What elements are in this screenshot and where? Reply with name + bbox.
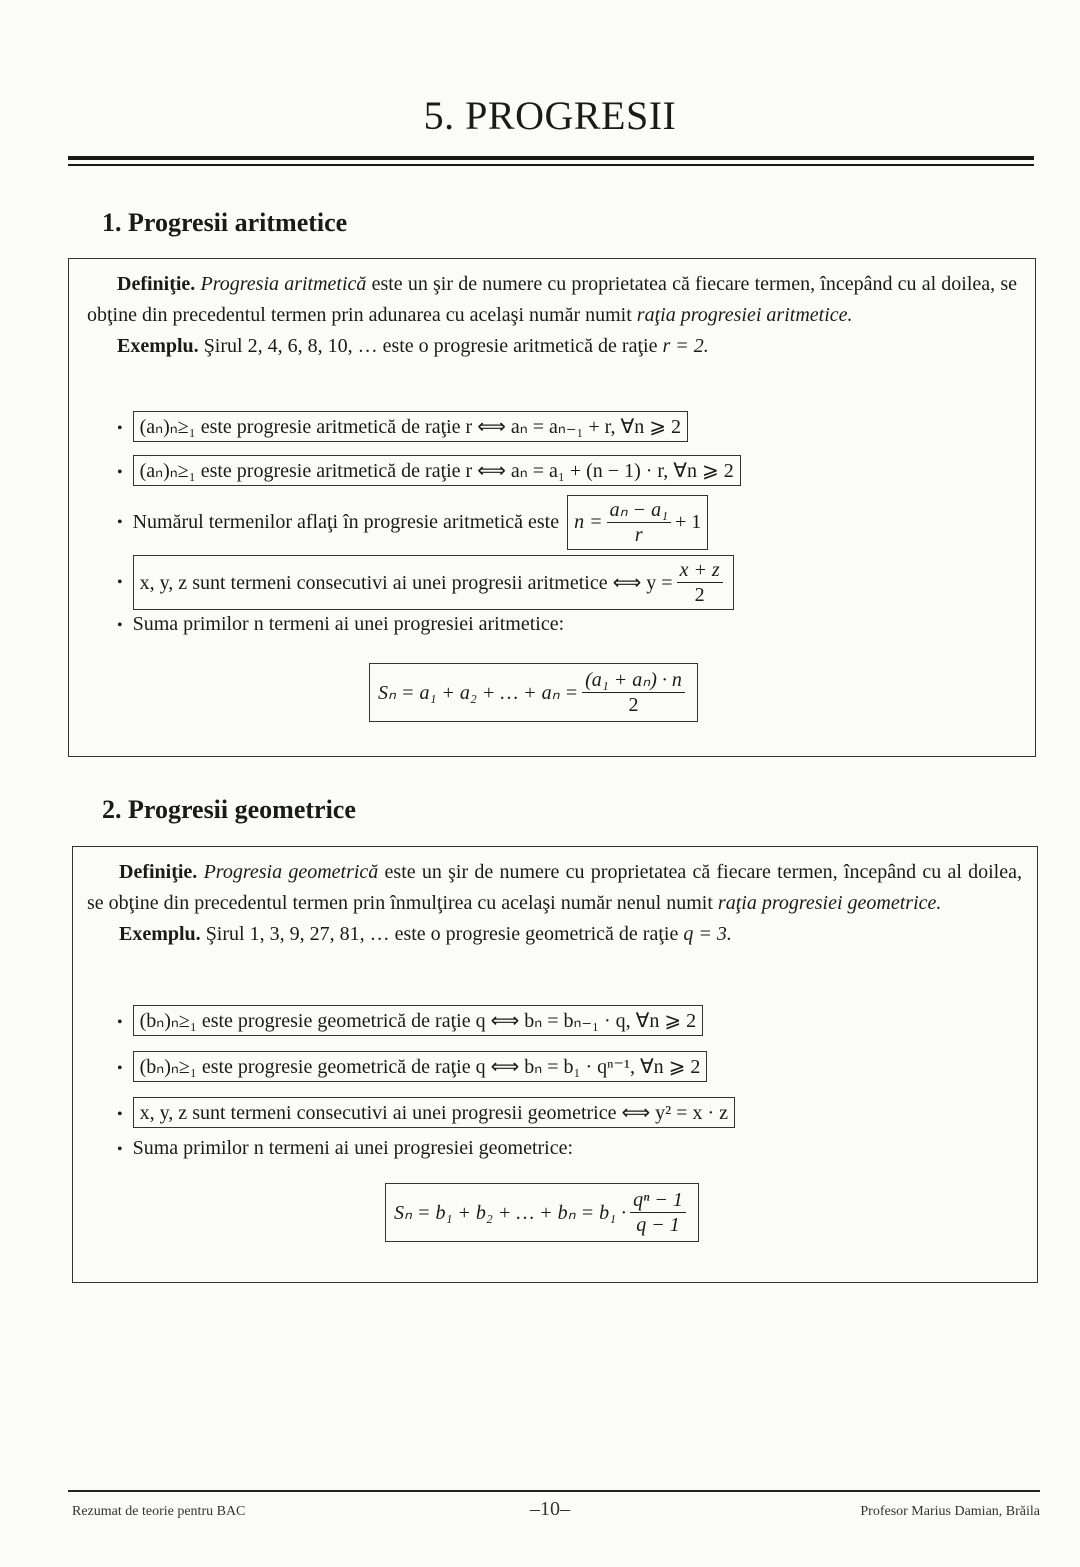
bullet-icon: •	[117, 464, 123, 481]
list-item	[117, 455, 741, 486]
definition-label: Definiţie.	[117, 273, 196, 295]
example-label: Exemplu.	[119, 923, 201, 945]
numerator: x + z	[677, 558, 723, 583]
bullet-icon: •	[117, 1060, 123, 1077]
item-text: Numărul termenilor aflaţi în progresie aritmetică este	[132, 511, 560, 533]
example-ratio: r = 2.	[662, 335, 709, 357]
numerator: aₙ − a₁	[607, 498, 671, 523]
bullet-icon: •	[117, 617, 123, 634]
list-item	[117, 411, 688, 442]
formula-lhs: Sₙ = b₁ + b₂ + … + bₙ = b₁ ·	[394, 1202, 627, 1224]
item-text: Suma primilor n termeni ai unei progresiei aritmetice:	[132, 613, 565, 635]
example-text: Şirul 1, 3, 9, 27, 81, … este o progresie geometrică de raţie	[200, 923, 684, 945]
list-item	[117, 1137, 573, 1160]
denominator: r	[634, 524, 643, 546]
sum-formula-box	[385, 1183, 699, 1242]
example-ratio: q = 3.	[683, 923, 732, 945]
formula-lhs: Sₙ = a₁ + a₂ + … + aₙ =	[378, 682, 579, 704]
title-rule-thin	[68, 164, 1034, 166]
bullet-icon: •	[117, 1106, 123, 1123]
item-text: x, y, z sunt termeni consecutivi ai unei progresii aritmetice ⟺ y =	[139, 572, 673, 594]
section-heading-arithmetic: 1. Progresii aritmetice	[102, 208, 348, 237]
bullet-icon: •	[117, 513, 123, 531]
definition-text: este un şir de numere cu proprietatea că fiecare termen, începând cu al doilea, se obţine din precedentul termen prin înmulţirea cu acelaşi număr nenul numit	[87, 861, 1022, 914]
list-item	[117, 1097, 735, 1128]
footer-right: Profesor Marius Damian, Brăila	[860, 1504, 1040, 1519]
bullet-icon: •	[117, 573, 123, 591]
formula-box: (bₙ)ₙ≥₁ este progresie geometrică de raţie q ⟺ bₙ = bₙ₋₁ · q, ∀n ⩾ 2	[133, 1005, 703, 1036]
footer-left: Rezumat de teorie pentru BAC	[72, 1504, 246, 1519]
list-item	[117, 1051, 707, 1082]
formula-box: (aₙ)ₙ≥₁ este progresie aritmetică de raţie r ⟺ aₙ = a₁ + (n − 1) · r, ∀n ⩾ 2	[133, 455, 741, 486]
numerator: qⁿ − 1	[630, 1188, 686, 1213]
numerator: (a₁ + aₙ) · n	[582, 668, 685, 693]
page-title: 5. PROGRESII	[423, 93, 677, 138]
fraction	[630, 1188, 686, 1237]
list-item	[117, 613, 564, 636]
page-number: –10–	[530, 1498, 570, 1520]
list-item	[117, 1005, 703, 1036]
fraction	[582, 668, 685, 717]
item-text: Suma primilor n termeni ai unei progresiei geometrice:	[132, 1137, 574, 1159]
geometric-definition	[87, 857, 1022, 950]
bullet-icon: •	[117, 1141, 123, 1158]
denominator: q − 1	[636, 1214, 680, 1236]
bullet-icon: •	[117, 420, 123, 437]
formula-box	[369, 663, 698, 722]
list-item	[117, 495, 708, 550]
example-label: Exemplu.	[117, 335, 199, 357]
definition-term: Progresia aritmetică	[200, 273, 367, 295]
example-text: Şirul 2, 4, 6, 8, 10, … este o progresie aritmetică de raţie	[198, 335, 663, 357]
formula-box	[133, 555, 734, 610]
definition-term: Progresia geometrică	[203, 861, 379, 883]
geometric-box	[72, 846, 1038, 1283]
list-item	[117, 555, 734, 610]
arithmetic-definition	[87, 269, 1017, 362]
bullet-icon: •	[117, 1014, 123, 1031]
formula-box: (aₙ)ₙ≥₁ este progresie aritmetică de raţie r ⟺ aₙ = aₙ₋₁ + r, ∀n ⩾ 2	[133, 411, 688, 442]
fraction	[677, 558, 723, 607]
formula-box	[567, 495, 708, 550]
title-rule-thick	[68, 156, 1034, 160]
formula-lhs: n =	[574, 511, 603, 533]
denominator: 2	[628, 694, 639, 716]
fraction	[607, 498, 671, 547]
section-heading-geometric: 2. Progresii geometrice	[102, 795, 356, 824]
formula-box	[385, 1183, 699, 1242]
definition-label: Definiţie.	[119, 861, 198, 883]
formula-rhs: + 1	[675, 511, 702, 533]
denominator: 2	[694, 584, 705, 606]
footer-rule	[68, 1490, 1040, 1492]
formula-box: x, y, z sunt termeni consecutivi ai unei progresii geometrice ⟺ y² = x · z	[133, 1097, 735, 1128]
formula-box: (bₙ)ₙ≥₁ este progresie geometrică de raţie q ⟺ bₙ = b₁ · qⁿ⁻¹, ∀n ⩾ 2	[133, 1051, 708, 1082]
definition-term-end: raţia progresiei geometrice.	[717, 892, 942, 914]
arithmetic-box	[68, 258, 1036, 757]
definition-text: este un şir de numere cu proprietatea că fiecare termen, începând cu al doilea, se obţine din precedentul termen prin adunarea cu acelaşi număr numit	[87, 273, 1018, 326]
definition-term-end: raţia progresiei aritmetice.	[636, 304, 853, 326]
sum-formula-box	[369, 663, 698, 722]
